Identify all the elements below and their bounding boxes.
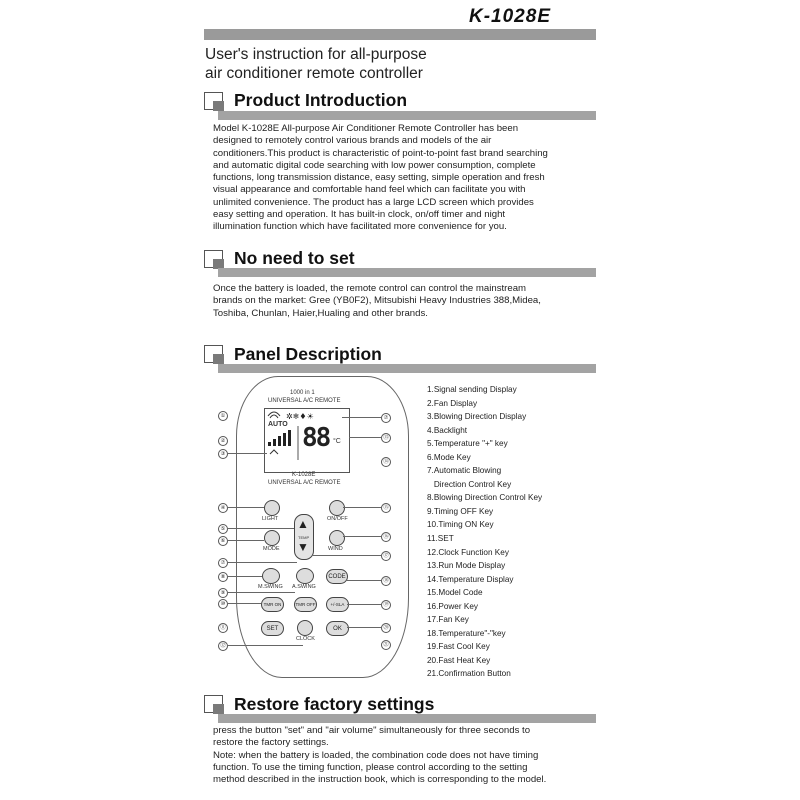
ok-label: OK — [333, 625, 342, 632]
callout-left: ⑩ — [218, 599, 228, 609]
callout-line — [346, 580, 381, 581]
panel-key-list — [427, 383, 542, 681]
callout-line — [227, 453, 267, 454]
callout-line — [342, 417, 381, 418]
key-list-item: 13.Run Mode Display — [427, 561, 506, 571]
key-list-item: 18.Temperature"-"key — [427, 628, 506, 638]
callout-left: ⑧ — [218, 572, 228, 582]
callout-left: ② — [218, 436, 228, 446]
restore-text — [213, 725, 546, 786]
tmr-off-label: TMR OFF — [295, 602, 316, 607]
key-list-item: 17.Fan Key — [427, 615, 469, 625]
key-list-item: 21.Confirmation Button — [427, 669, 511, 679]
text-line: and automatic digital code searching with low power consumption, complete — [213, 159, 536, 171]
no-need-text — [213, 283, 541, 320]
ok-button[interactable] — [326, 621, 349, 636]
key-list-item: 7.Automatic Blowing — [427, 466, 502, 476]
key-list-item: 6.Mode Key — [427, 452, 471, 462]
text-line: visual appearance and comfortable hand feel which can facilitate you with — [213, 184, 526, 196]
callout-right: ⑲ — [381, 600, 391, 610]
callout-left: ⑫ — [218, 641, 228, 651]
callout-line — [227, 507, 264, 508]
callout-right: ⑳ — [381, 623, 391, 633]
callout-line — [227, 540, 264, 541]
section-bar — [218, 364, 596, 373]
code-button[interactable] — [326, 569, 348, 584]
text-line: press the button "set" and "air volume" simultaneously for three seconds to — [213, 725, 531, 736]
text-line: Once the battery is loaded, the remote control can control the mainstream — [213, 283, 527, 294]
section-title-panel: Panel Description — [234, 344, 382, 364]
section-title-product-intro: Product Introduction — [234, 90, 408, 110]
lcd-unit: °C — [333, 438, 341, 445]
text-line: function. To use the timing function, please control according to the setting — [213, 761, 528, 773]
fan-button[interactable] — [326, 597, 349, 612]
onoff-label: ON/OFF — [327, 516, 348, 522]
text-line: designed to remotely control various brands and models of the air — [213, 135, 492, 147]
section-square-icon — [204, 342, 228, 364]
callout-right: ⑬ — [381, 433, 391, 443]
temp-label: TEMP — [298, 535, 310, 540]
remote-top-text-1: 1000 in 1 — [290, 390, 315, 396]
header-bar — [204, 29, 596, 40]
document-intro — [205, 45, 427, 83]
callout-right: ⑯ — [381, 532, 391, 542]
remote-bottom-text: UNIVERSAL A/C REMOTE — [268, 480, 341, 486]
wind-button[interactable] — [329, 530, 345, 546]
callout-right: ㉑ — [381, 640, 391, 650]
key-list-item: 15.Model Code — [427, 588, 483, 598]
callout-left: ⑦ — [218, 558, 228, 568]
key-list-item: 11.SET — [427, 534, 454, 544]
callout-left: ⑨ — [218, 588, 228, 598]
callout-line — [227, 592, 295, 593]
text-line: easy setting and operation. It has built-in clock, on/off timer and night — [213, 209, 506, 221]
svg-text:✲❄♦☀: ✲❄♦☀ — [286, 412, 314, 421]
key-list-item: 8.Blowing Direction Control Key — [427, 493, 543, 503]
callout-line — [347, 627, 381, 628]
callout-right: ⑮ — [381, 503, 391, 513]
text-line: method described in the instruction book, which is corresponding to the model. — [213, 774, 547, 786]
callout-line — [312, 555, 381, 556]
key-list-item: 14.Temperature Display — [427, 574, 514, 584]
key-list-item: 3.Blowing Direction Display — [427, 412, 527, 422]
auto-swing-button[interactable] — [296, 568, 314, 584]
text-line: conditioners.This product is characteristic of point-to-point fast brand searching — [213, 147, 548, 159]
key-list-item: 4.Backlight — [427, 425, 468, 435]
code-label: CODE — [328, 573, 346, 580]
callout-line — [227, 562, 297, 563]
callout-left: ⑥ — [218, 536, 228, 546]
callout-line — [343, 507, 381, 508]
key-list-item: 20.Fast Heat Key — [427, 655, 491, 665]
callout-left: ⑤ — [218, 524, 228, 534]
model-title: K-1028E — [469, 6, 551, 27]
section-bar — [218, 714, 596, 723]
callout-line — [349, 437, 381, 438]
key-list-item: 5.Temperature "+" key — [427, 439, 508, 449]
callout-right: ⑦ — [381, 413, 391, 423]
key-list-item: 12.Clock Function Key — [427, 547, 509, 557]
m-swing-label: M.SWING — [258, 584, 283, 590]
callout-line — [227, 603, 261, 604]
section-square-icon — [204, 89, 228, 111]
callout-right: ⑭ — [381, 457, 391, 467]
light-label: LIGHT — [262, 516, 279, 522]
lcd-temperature-digits: 88 — [302, 423, 330, 453]
text-line: Toshiba, Chunlan, Haier,Hualing and other brands. — [213, 307, 428, 319]
key-list-item: 9.Timing OFF Key — [427, 506, 494, 516]
mode-label: MODE — [263, 546, 280, 552]
callout-left: ③ — [218, 449, 228, 459]
section-square-icon — [204, 692, 228, 714]
key-list-item: 19.Fast Cool Key — [427, 642, 490, 652]
text-line: unlimited convenience. The product has a large LCD screen which provides — [213, 196, 534, 208]
callout-right: ⑰ — [381, 551, 391, 561]
product-intro-text — [213, 123, 548, 234]
key-list-item: Direction Control Key — [427, 479, 512, 489]
key-list-item: 16.Power Key — [427, 601, 478, 611]
callout-line — [227, 576, 262, 577]
remote-model-text: K-1028E — [292, 472, 316, 478]
callout-left: ④ — [218, 503, 228, 513]
wind-label: WIND — [328, 546, 343, 552]
light-button[interactable] — [264, 500, 280, 516]
section-bar — [218, 268, 596, 277]
timer-off-button[interactable] — [294, 597, 317, 612]
temp-down-icon[interactable]: ▼ — [297, 540, 309, 554]
section-bar — [218, 111, 596, 120]
key-list-item: 10.Timing ON Key — [427, 520, 494, 530]
text-line: functions, long transmission distance, easy setting, simple operation and fresh — [213, 172, 545, 184]
callout-left: ⑪ — [218, 623, 228, 633]
temp-up-icon[interactable]: ▲ — [297, 517, 309, 531]
manual-swing-button[interactable] — [262, 568, 280, 584]
clock-button[interactable] — [297, 620, 313, 636]
power-button[interactable] — [329, 500, 345, 516]
fan-label: +/-SLA — [330, 602, 345, 607]
callout-right: ⑱ — [381, 576, 391, 586]
callout-line — [227, 528, 294, 529]
key-list-item: 1.Signal sending Display — [427, 385, 517, 394]
clock-label: CLOCK — [296, 636, 315, 642]
a-swing-label: A.SWING — [292, 584, 316, 590]
remote-top-text-2: UNIVERSAL A/C REMOTE — [268, 398, 341, 404]
lcd-auto-text: AUTO — [268, 421, 288, 428]
text-line: restore the factory settings. — [213, 737, 329, 749]
callout-line — [343, 536, 381, 537]
text-line: Model K-1028E All-purpose Air Conditioner Remote Controller has been — [213, 123, 519, 134]
section-title-restore: Restore factory settings — [234, 694, 435, 714]
section-title-no-need: No need to set — [234, 248, 355, 268]
set-button[interactable] — [261, 621, 284, 636]
text-line: illumination function which have facilitated more convenience for you. — [213, 221, 507, 233]
text-line: Note: when the battery is loaded, the combination code does not have timing — [213, 749, 539, 761]
tmr-on-label: TMR ON — [263, 602, 282, 607]
mode-button[interactable] — [264, 530, 280, 546]
intro-line-1: User's instruction for all-purpose — [205, 46, 427, 63]
callout-line — [347, 604, 381, 605]
key-list-item: 2.Fan Display — [427, 398, 478, 408]
timer-on-button[interactable] — [261, 597, 284, 612]
set-label: SET — [266, 625, 279, 632]
section-square-icon — [204, 247, 228, 269]
intro-line-2: air conditioner remote controller — [205, 65, 423, 82]
callout-line — [227, 645, 303, 646]
callout-left: ① — [218, 411, 228, 421]
text-line: brands on the market: Gree (YB0F2), Mitsubishi Heavy Industries 388,Midea, — [213, 295, 541, 307]
